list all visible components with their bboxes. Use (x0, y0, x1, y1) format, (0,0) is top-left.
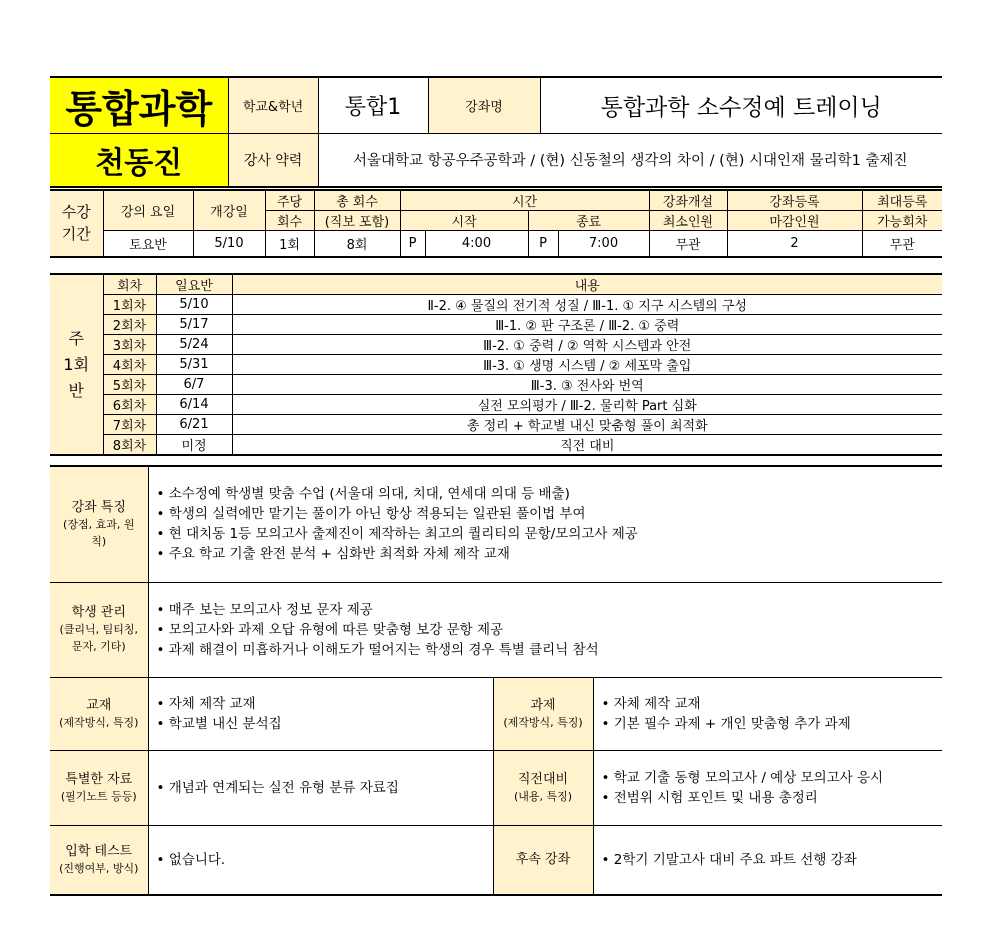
list-item: • 자체 제작 교재 (602, 694, 943, 714)
features-label: 강좌 특징 (장점, 효과, 원칙) (50, 466, 148, 582)
list-item: • 매주 보는 모의고사 정보 문자 제공 (157, 600, 943, 620)
min-people-value: 무관 (649, 231, 727, 257)
col-date: 일요반 (156, 274, 232, 295)
col-min: 강좌개설 (649, 190, 727, 211)
content-cell: Ⅲ-2. ① 중력 / ② 역학 시스템과 안전 (232, 335, 942, 355)
col-time-start: 시작 (400, 211, 528, 231)
entrance-test-list (148, 825, 493, 895)
col-deadline-2: 마감인원 (727, 211, 862, 231)
date-cell: 5/24 (156, 335, 232, 355)
course-header-table (50, 76, 942, 188)
content-cell: Ⅲ-3. ③ 전사와 번역 (232, 375, 942, 395)
followup-course-list (593, 825, 942, 895)
list-item: • 없습니다. (157, 850, 493, 870)
col-weekly-2: 회수 (265, 211, 314, 231)
session-cell: 6회차 (103, 395, 156, 415)
content-cell: Ⅲ-3. ① 생명 시스템 / ② 세포막 출입 (232, 355, 942, 375)
col-max-2: 가능회차 (862, 211, 942, 231)
col-content: 내용 (232, 274, 942, 295)
start-time: 4:00 (425, 231, 528, 257)
homework-label: 과제 (제작방식, 특징) (493, 677, 593, 750)
session-cell: 2회차 (103, 315, 156, 335)
list-item: • 학교별 내신 분석집 (157, 714, 493, 734)
textbook-list (148, 677, 493, 750)
session-cell: 3회차 (103, 335, 156, 355)
entrance-test-label: 입학 테스트 (진행여부, 방식) (50, 825, 148, 895)
teacher-profile-label: 강사 약력 (228, 134, 318, 187)
session-cell: 4회차 (103, 355, 156, 375)
date-cell: 5/17 (156, 315, 232, 335)
col-total: 총 회수 (314, 190, 400, 211)
col-session: 회차 (103, 274, 156, 295)
list-item: • 자체 제작 교재 (157, 694, 493, 714)
list-item: • 소수정예 학생별 맞춤 수업 (서울대 의대, 치대, 연세대 의대 등 배출) (157, 484, 943, 504)
session-cell: 8회차 (103, 435, 156, 456)
school-grade-value: 통합1 (318, 77, 428, 134)
col-deadline: 강좌등록 (727, 190, 862, 211)
col-time: 시간 (400, 190, 649, 211)
col-total-2: (직보 포함) (314, 211, 400, 231)
special-material-list (148, 750, 493, 825)
features-list (148, 466, 942, 582)
start-ampm: P (400, 231, 425, 257)
subject-title: 통합과학 (50, 77, 228, 134)
followup-course-label: 후속 강좌 (493, 825, 593, 895)
schedule-table (50, 273, 942, 456)
date-cell: 6/14 (156, 395, 232, 415)
course-details-table (50, 465, 942, 896)
session-cell: 1회차 (103, 295, 156, 315)
col-min-2: 최소인원 (649, 211, 727, 231)
special-material-label: 특별한 자료 (필기노트 등등) (50, 750, 148, 825)
start-date-value: 5/10 (193, 231, 265, 257)
course-name-label: 강좌명 (428, 77, 540, 134)
col-time-end: 종료 (528, 211, 649, 231)
day-value: 토요반 (103, 231, 193, 257)
list-item: • 전범위 시험 포인트 및 내용 총정리 (602, 788, 943, 808)
management-label: 학생 관리 (클리닉, 팀티칭, 문자, 기타) (50, 582, 148, 677)
max-sessions-value: 무관 (862, 231, 942, 257)
final-prep-label: 직전대비 (내용, 특징) (493, 750, 593, 825)
session-cell: 7회차 (103, 415, 156, 435)
teacher-profile-value: 서울대학교 항공우주공학과 / (현) 신동철의 생각의 차이 / (현) 시대인재 물리학1 출제진 (318, 134, 942, 187)
final-prep-list (593, 750, 942, 825)
school-grade-label: 학교&학년 (228, 77, 318, 134)
date-cell: 6/21 (156, 415, 232, 435)
period-label: 수강 기간 (50, 190, 103, 257)
management-list (148, 582, 942, 677)
date-cell: 6/7 (156, 375, 232, 395)
end-time: 7:00 (558, 231, 649, 257)
date-cell: 5/31 (156, 355, 232, 375)
col-max: 최대등록 (862, 190, 942, 211)
teacher-name: 천동진 (50, 134, 228, 187)
list-item: • 개념과 연계되는 실전 유형 분류 자료집 (157, 778, 493, 798)
list-item: • 학교 기출 동형 모의고사 / 예상 모의고사 응시 (602, 768, 943, 788)
total-value: 8회 (314, 231, 400, 257)
content-cell: 직전 대비 (232, 435, 942, 456)
col-weekly: 주당 (265, 190, 314, 211)
homework-list (593, 677, 942, 750)
col-day: 강의 요일 (103, 190, 193, 231)
list-item: • 현 대치동 1등 모의고사 출제진이 제작하는 최고의 퀄리티의 문항/모의고사 제공 (157, 524, 943, 544)
list-item: • 학생의 실력에만 맡기는 풀이가 아닌 항상 적용되는 일관된 풀이법 부여 (157, 504, 943, 524)
content-cell: Ⅲ-1. ② 판 구조론 / Ⅲ-2. ① 중력 (232, 315, 942, 335)
date-cell: 미정 (156, 435, 232, 456)
list-item: • 주요 학교 기출 완전 분석 + 심화반 최적화 자체 제작 교재 (157, 544, 943, 564)
list-item: • 기본 필수 과제 + 개인 맞춤형 추가 과제 (602, 714, 943, 734)
list-item: • 2학기 기말고사 대비 주요 파트 선행 강좌 (602, 850, 943, 870)
course-name-value: 통합과학 소수정예 트레이닝 (540, 77, 942, 134)
end-ampm: P (528, 231, 558, 257)
textbook-label: 교재 (제작방식, 특징) (50, 677, 148, 750)
deadline-people-value: 2 (727, 231, 862, 257)
schedule-side-label: 주 1회 반 (50, 274, 103, 455)
content-cell: 총 정리 + 학교별 내신 맞춤형 풀이 최적화 (232, 415, 942, 435)
list-item: • 모의고사와 과제 오답 유형에 따른 맞춤형 보강 문항 제공 (157, 620, 943, 640)
content-cell: Ⅱ-2. ④ 물질의 전기적 성질 / Ⅲ-1. ① 지구 시스템의 구성 (232, 295, 942, 315)
content-cell: 실전 모의평가 / Ⅲ-2. 물리학 Part 심화 (232, 395, 942, 415)
session-cell: 5회차 (103, 375, 156, 395)
list-item: • 과제 해결이 미흡하거나 이해도가 떨어지는 학생의 경우 특별 클리닉 참석 (157, 640, 943, 660)
col-start-date: 개강일 (193, 190, 265, 231)
weekly-value: 1회 (265, 231, 314, 257)
course-period-table (50, 189, 942, 258)
date-cell: 5/10 (156, 295, 232, 315)
